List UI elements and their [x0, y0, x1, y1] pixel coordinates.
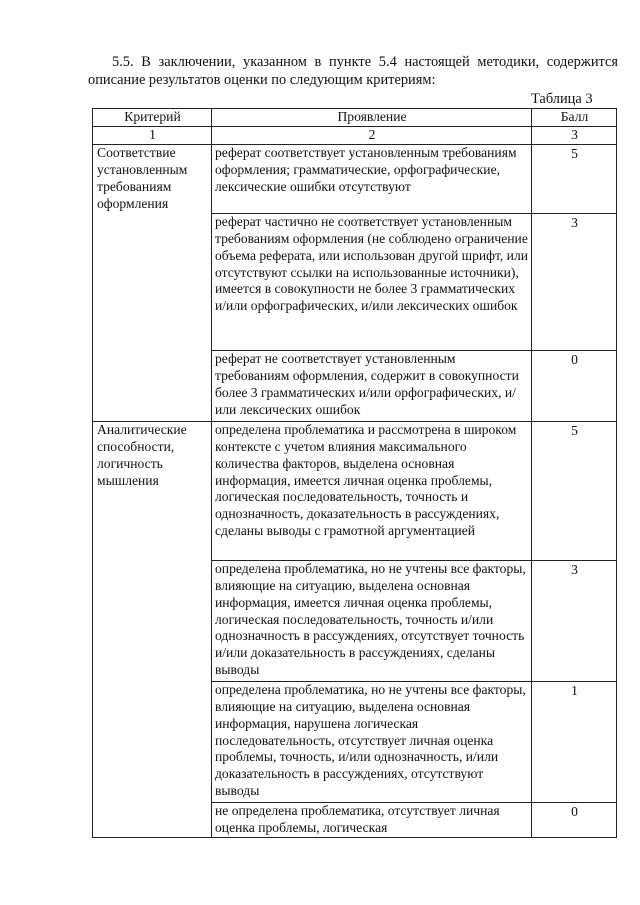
column-number-1: 1 [93, 126, 212, 144]
manifestation-cell: реферат частично не соответствует установленным требованиям оформления (не соблюдено ограничение объема реферата, или использован другой шрифт, или отсутствуют ссылки на использованные источники), имеется в совокупности не более 3 грамматических и/или орфографических, и/или лексических ошибок [212, 213, 532, 350]
manifestation-cell: реферат не соответствует установленным требованиям оформления, содержит в совокупности более 3 грамматических и/или орфографических, и/или лексических ошибок [212, 350, 532, 421]
header-manifestation: Проявление [212, 109, 532, 127]
header-criterion: Критерий [93, 109, 212, 127]
score-cell: 3 [532, 560, 617, 681]
criterion-analytics: Аналитические способности, логичность мышления [93, 421, 212, 837]
column-number-2: 2 [212, 126, 532, 144]
score-cell: 5 [532, 144, 617, 213]
score-cell: 0 [532, 350, 617, 421]
header-score: Балл [532, 109, 617, 127]
score-cell: 1 [532, 681, 617, 802]
table-caption: Таблица 3 [531, 91, 593, 107]
criteria-table [92, 108, 617, 838]
score-cell: 5 [532, 421, 617, 560]
table-header-row [93, 109, 617, 127]
table-row [93, 144, 617, 213]
manifestation-cell: определена проблематика, но не учтены все факторы, влияющие на ситуацию, выделена основная информация, нарушена логическая последовательность, отсутствует личная оценка проблемы, точность, и/или однозначность, и/или доказательность в рассуждениях, отсутствуют выводы [212, 681, 532, 802]
manifestation-cell: реферат соответствует установленным требованиям оформления; грамматические, орфографические, лексические ошибки отсутствуют [212, 144, 532, 213]
manifestation-cell: не определена проблематика, отсутствует личная оценка проблемы, логическая [212, 802, 532, 837]
intro-line-1: 5.5. В заключении, указанном в пункте 5.4 настоящей методики, содержится [112, 54, 618, 70]
score-cell: 3 [532, 213, 617, 350]
manifestation-cell: определена проблематика, но не учтены все факторы, влияющие на ситуацию, выделена основная информация, имеется личная оценка проблемы, логическая последовательность, точность и/или однозначность в рассуждениях, отсутствует точность и/или доказательность в рассуждениях, сделаны выводы [212, 560, 532, 681]
table-row [93, 421, 617, 560]
table-number-row [93, 126, 617, 144]
criterion-formatting: Соответствие установленным требованиям оформления [93, 144, 212, 421]
column-number-3: 3 [532, 126, 617, 144]
manifestation-cell: определена проблематика и рассмотрена в широком контексте с учетом влияния максимального количества факторов, выделена основная информация, имеется личная оценка проблемы, логическая последовательность, точность и однозначность, доказательность в рассуждениях, сделаны выводы с грамотной аргументацией [212, 421, 532, 560]
intro-paragraph [88, 54, 618, 89]
score-cell: 0 [532, 802, 617, 837]
intro-line-2: описание результатов оценки по следующим критериям: [88, 71, 436, 88]
